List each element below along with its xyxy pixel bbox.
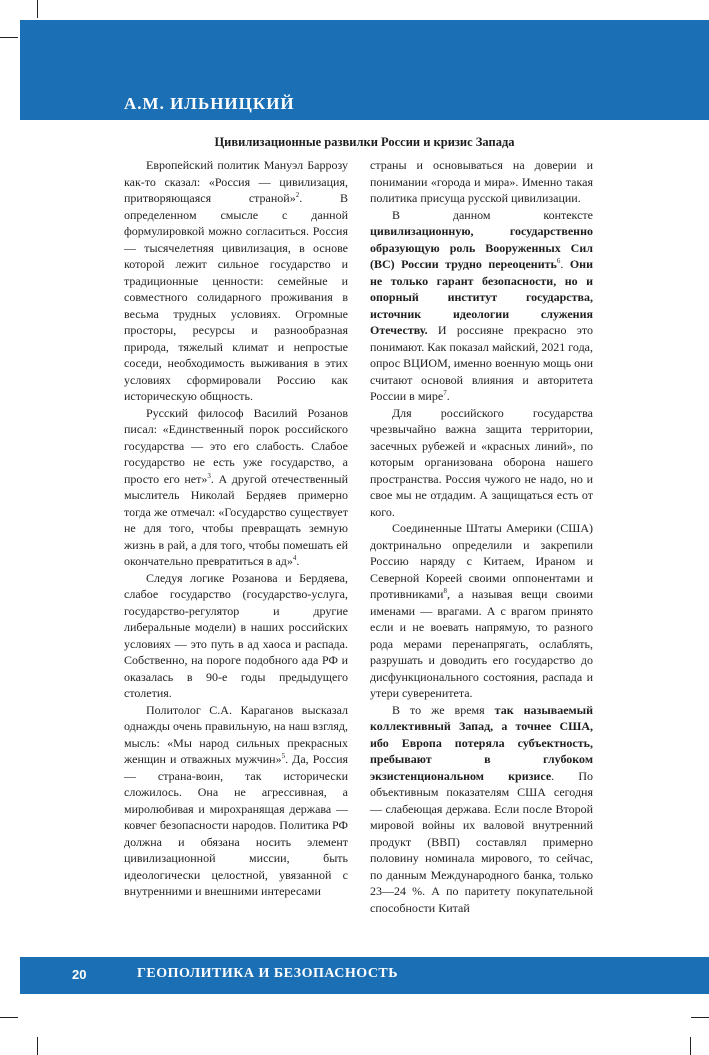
bold-text: Они не только гарант безопасности, но и опорный институт государства, источник идеологии служения Отечеству.	[370, 257, 593, 337]
crop-mark	[0, 37, 18, 38]
bold-text: так называемый коллективный Запад, а точнее США, ибо Европа потеряла субъектность, пребывают в глубоком экзистенциональном кризисе	[370, 702, 593, 783]
footnote-ref: 8	[443, 587, 447, 595]
paragraph: Политолог С.А. Караганов высказал однажды очень правильную, на наш взгляд, мысль: «Мы народ сильных прекрасных женщин и отважных мужчин»$^5$. Да, Россия — страна-воин, так исторически сложилось. Она не агрессивная, а миролюбивая и мирохранящая держава — ковчег безопасности народов. Политика РФ должна и обязана носить элемент цивилизационной миссии, быть идеологически целостной, увязанной с внутренними и внешними интересами	[124, 702, 349, 898]
page-number: 20	[72, 967, 87, 982]
footnote-ref: 4	[292, 554, 297, 562]
footnote-ref: 3	[207, 471, 211, 480]
bold-text: цивилизационную, государственно образующую роль Вооруженных Сил (ВС) России трудно переоценить	[370, 224, 593, 271]
author-name: А.М. ИЛЬНИЦКИЙ	[124, 94, 295, 113]
paragraph: Соединенные Штаты Америки (США) доктринально определили и закрепили Россию наряду с Китаем, Ираном и Северной Кореей своими оппонентами и противниками$^8$, а называя вещи своими именами — врагами. А с врагом принято если и не воевать напрямую, то разного рода мерами перенапрягать, ослаблять, разрушать и доводить его государство до дисфункционального состояния, распада и утери суверенитета.	[370, 521, 593, 700]
right-column	[370, 157, 593, 916]
article-title: Цивилизационные развилки России и кризис Запада	[214, 135, 515, 149]
paragraph: страны и основываться на доверии и понимании «города и мира». Именно такая политика присуща русской цивилизации.	[370, 158, 593, 205]
paragraph: Для российского государства чрезвычайно важна защита территории, засечных рубежей и «красных линий», по которым организована оборона нашего пространства. Россия чужого не надо, но и свое мы не отдадим. А защищаться есть от кого.	[370, 405, 593, 519]
crop-mark	[37, 0, 38, 18]
paragraph: Русский философ Василий Розанов писал: «Единственный порок российского государства — это его слабость. Слабое государство не есть уже государство, а просто его нет»$^3$. А другой отечественный мыслитель Николай Бердяев примерно тогда же отмечал: «Государство существует не для того, чтобы превращать земную жизнь в рай, а для того, чтобы помешать ей окончательно превратиться в ад»$^4$.	[124, 405, 348, 568]
section-name: ГЕОПОЛИТИКА И БЕЗОПАСНОСТЬ	[137, 966, 399, 981]
paragraph: В то же время так называемый коллективный Запад, а точнее США, ибо Европа потеряла субъектность, пребывают в глубоком экзистенциональном кризисе. По объективным показателям США сегодня — слабеющая держава. Если после Второй мировой войны их валовой внутренний продукт (ВВП) составлял примерно половину номинала мирового, то сейчас, по данным Международного банка, только 23—24 %. А по паритету покупательной способности Китай	[370, 702, 593, 915]
paragraph: Европейский политик Мануэл Баррозу как-то сказал: «Россия — цивилизация, притворяющаяся страной»$^2$. В определенном смысле с данной формулировкой можно согласиться. Россия — тысячелетняя цивилизация, в основе которой лежит сильное государство и традиционные ценности: семейные и совместного солидарного проживания в весьма трудных условиях. Огромные просторы, ресурсы и разнообразная природа, тяжелый климат и непростые соседи, необходимость выживания в этих условиях сформировали Россию как историческую общность.	[124, 158, 348, 403]
crop-mark	[690, 1037, 691, 1055]
paragraph: Следуя логике Розанова и Бердяева, слабое государство (государство-услуга, государство-регулятор и другие либеральные модели) в наших российских условиях — это путь в ад хаоса и распада. Собственно, на пороге подобного ада РФ и оказалась в 90-е годы предыдущего столетия.	[124, 570, 348, 700]
paragraph: В данном контексте цивилизационную, государственно образующую роль Вооруженных Сил (ВС) России трудно переоценить$^6$. Они не только гарант безопасности, но и опорный институт государства, источник идеологии служения Отечеству. И россияне прекрасно это понимают. Как показал майский, 2021 года, опрос ВЦИОМ, именно военную мощь они считают основой влияния и авторитета России в мире$^7$.	[370, 207, 593, 403]
crop-mark	[0, 1017, 18, 1018]
left-column	[124, 157, 348, 900]
footnote-ref: 6	[556, 257, 561, 265]
footnote-ref: 2	[295, 191, 300, 199]
crop-mark	[691, 1017, 709, 1018]
footnote-ref: 7	[443, 389, 447, 397]
crop-mark	[37, 1037, 38, 1055]
footnote-ref: 5	[281, 752, 286, 760]
